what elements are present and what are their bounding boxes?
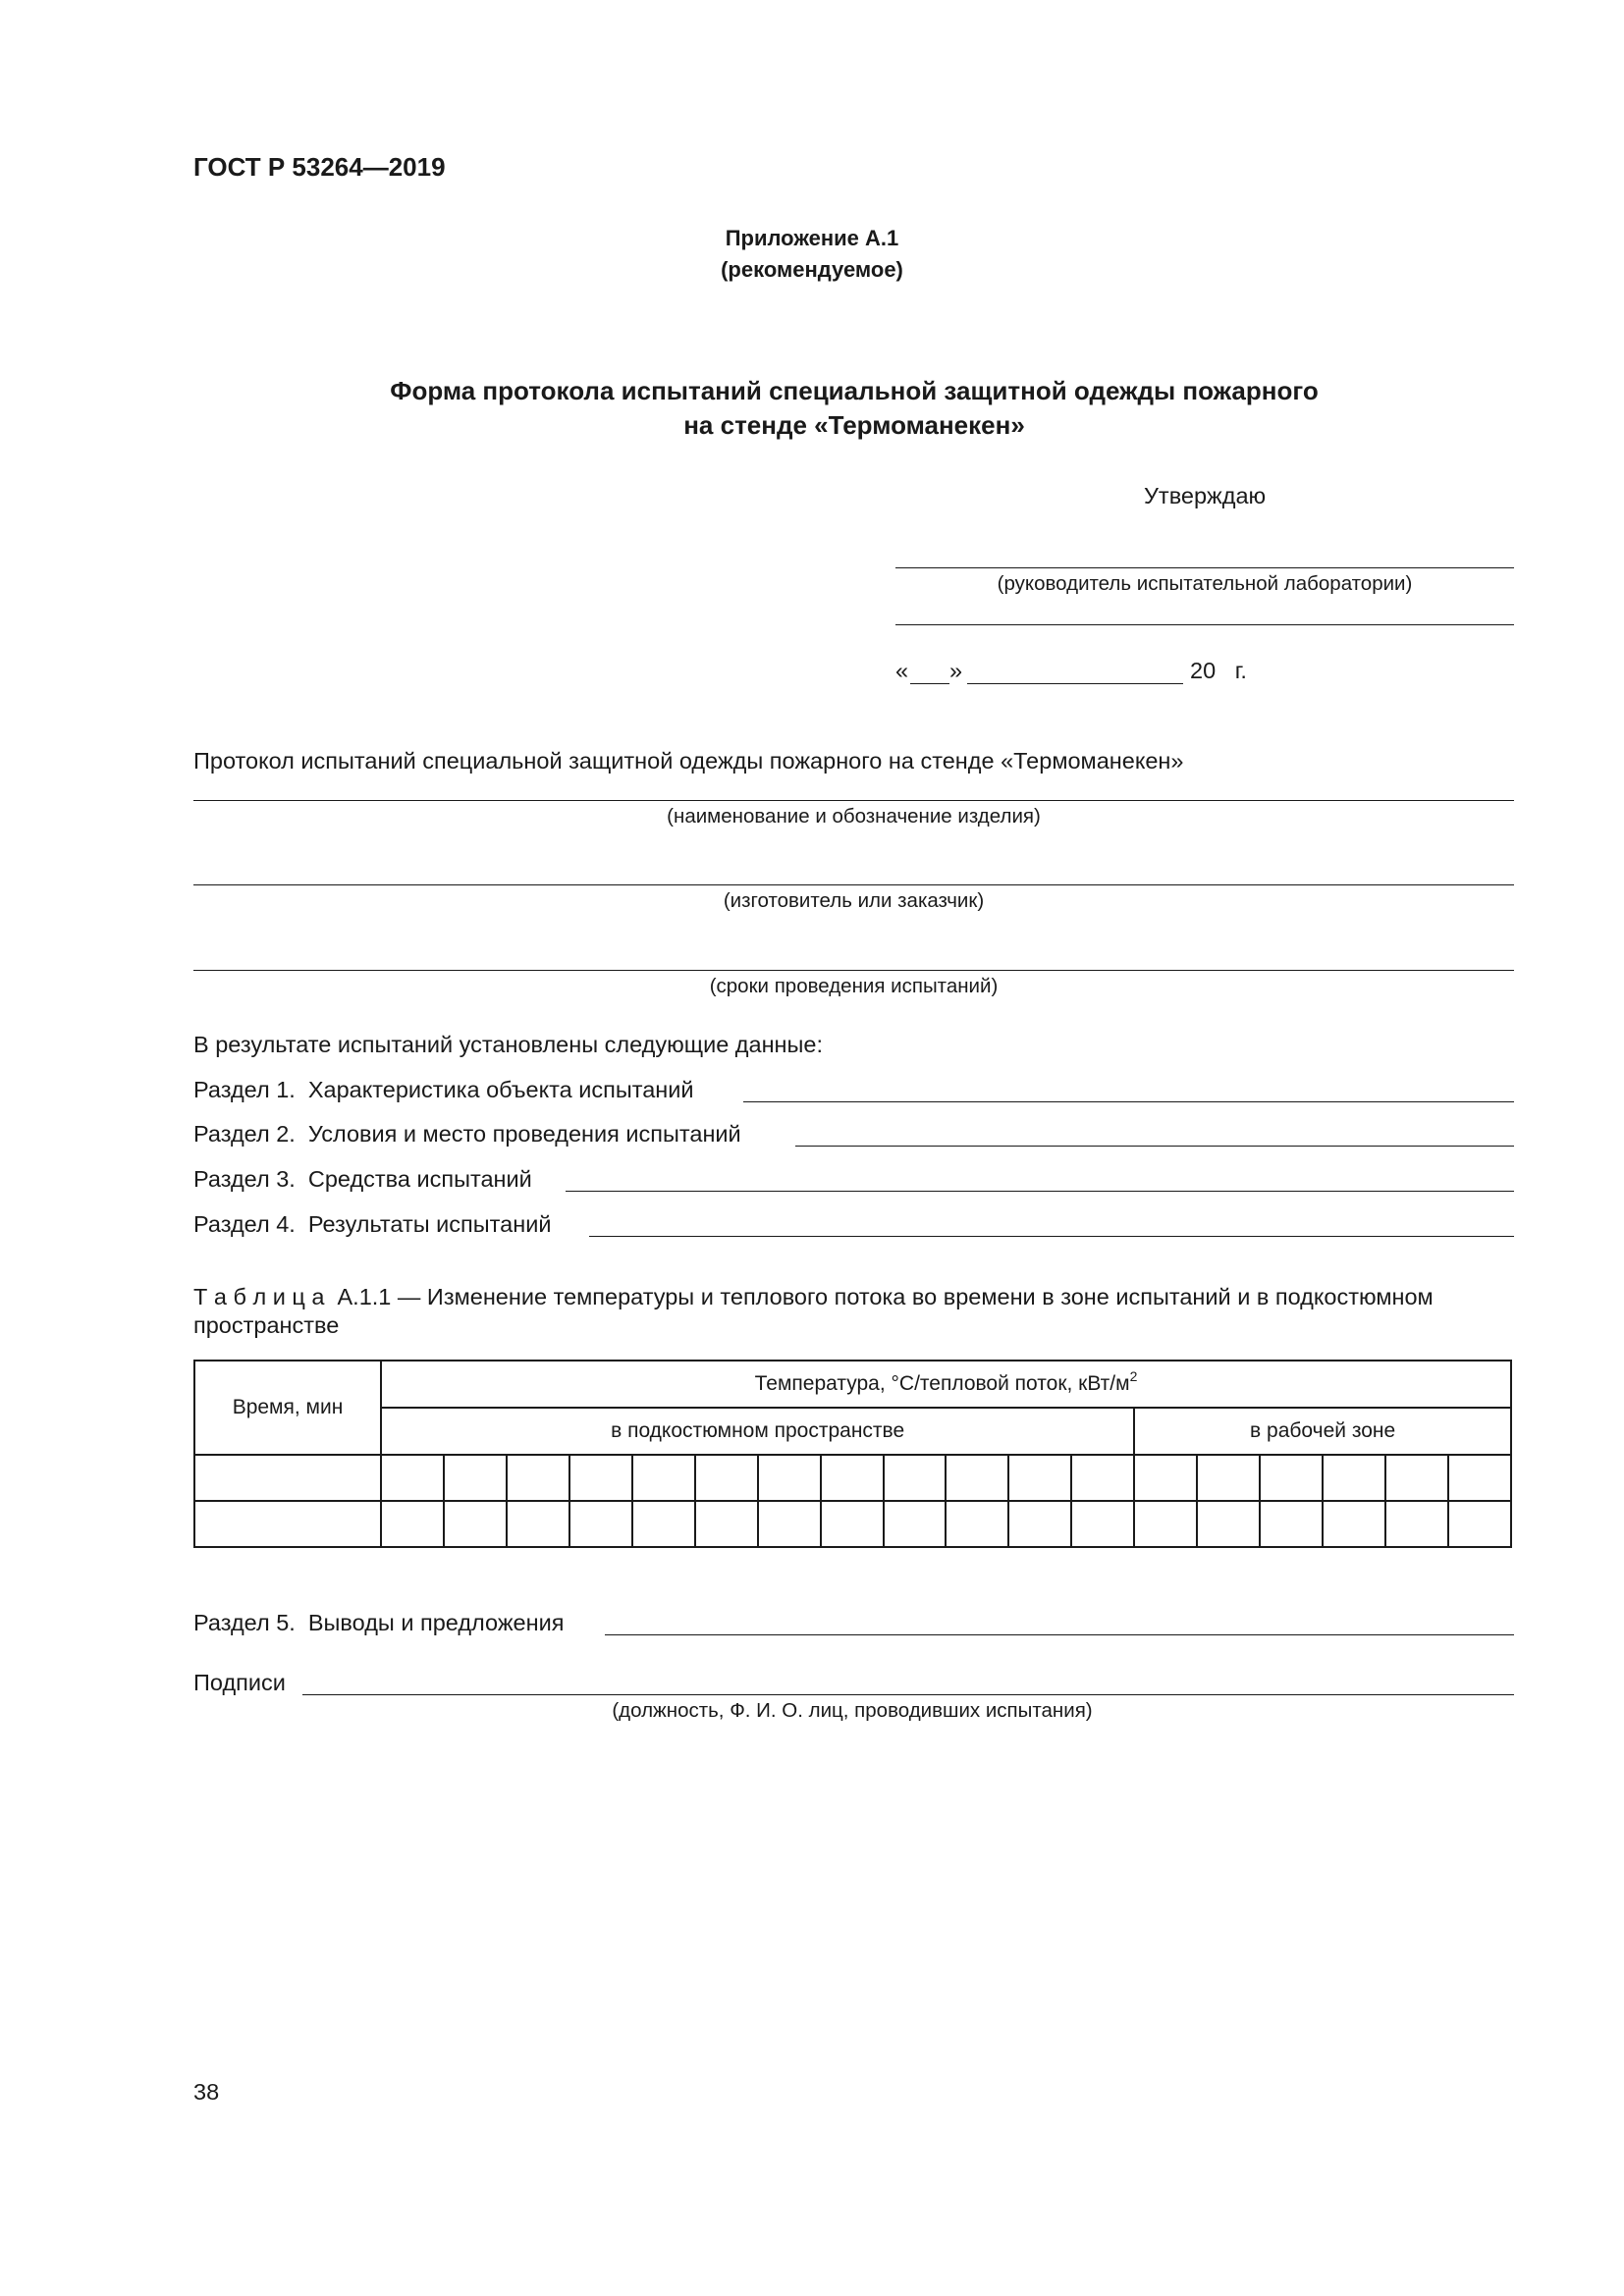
value-cell[interactable] [821,1455,884,1501]
section-4-line[interactable] [589,1236,1514,1237]
table-caption-prefix: Т а б л и ц а [193,1284,325,1309]
document-code: ГОСТ Р 53264—2019 [193,152,446,182]
date-close-quote: » [949,658,963,683]
dates-line[interactable] [193,970,1514,971]
table-caption-line2: пространстве [193,1312,340,1338]
table-row [194,1501,1511,1547]
value-cell[interactable] [884,1455,947,1501]
section-2-label: Раздел 2. Условия и место проведения испытаний [193,1121,741,1147]
col-main-header [381,1361,1511,1408]
page-number: 38 [193,2079,220,2105]
time-cell[interactable] [194,1501,381,1547]
section-4-label: Раздел 4. Результаты испытаний [193,1211,552,1237]
table-row [194,1455,1511,1501]
value-cell[interactable] [1323,1455,1385,1501]
table-subheader-row [194,1408,1511,1455]
annex-status: (рекомендуемое) [721,257,903,282]
date-year: 20 г. [1190,658,1247,683]
value-cell[interactable] [1071,1501,1134,1547]
head-signature-line[interactable] [895,567,1514,568]
section-2-line[interactable] [795,1146,1514,1147]
value-cell[interactable] [884,1501,947,1547]
value-cell[interactable] [1134,1501,1197,1547]
maker-caption: (изготовитель или заказчик) [723,889,985,912]
col-work-header: в рабочей зоне [1134,1408,1511,1455]
product-caption: (наименование и обозначение изделия) [667,805,1041,828]
value-cell[interactable] [946,1501,1008,1547]
date-open-quote: « [895,658,909,683]
section-1-line[interactable] [743,1101,1514,1102]
signatures-label: Подписи [193,1670,286,1695]
value-cell[interactable] [1385,1455,1448,1501]
value-cell[interactable] [444,1501,507,1547]
results-intro: В результате испытаний установлены следующие данные: [193,1032,824,1057]
table-caption-text: А.1.1 — Изменение температуры и теплового потока во времени в зоне испытаний и в подкостюмном [337,1284,1434,1309]
section-1-label: Раздел 1. Характеристика объекта испытаний [193,1077,694,1102]
signatures-line[interactable] [302,1694,1514,1695]
value-cell[interactable] [695,1501,758,1547]
value-cell[interactable] [569,1455,632,1501]
value-cell[interactable] [381,1501,444,1547]
protocol-heading: Протокол испытаний специальной защитной одежды пожарного на стенде «Термоманекен» [193,748,1184,774]
value-cell[interactable] [1260,1455,1323,1501]
value-cell[interactable] [1134,1455,1197,1501]
value-cell[interactable] [1197,1501,1260,1547]
approve-label: Утверждаю [1144,483,1267,508]
section-3-label: Раздел 3. Средства испытаний [193,1166,532,1192]
col-suit-header: в подкостюмном пространстве [381,1408,1134,1455]
value-cell[interactable] [695,1455,758,1501]
signatures-caption: (должность, Ф. И. О. лиц, проводивших испытания) [612,1699,1093,1722]
section-5-label: Раздел 5. Выводы и предложения [193,1610,565,1635]
value-cell[interactable] [507,1501,569,1547]
value-cell[interactable] [381,1455,444,1501]
head-name-line[interactable] [895,624,1514,625]
product-line[interactable] [193,800,1514,801]
col-main-header-sup: 2 [1129,1368,1138,1384]
value-cell[interactable] [758,1455,821,1501]
value-cell[interactable] [1008,1501,1071,1547]
value-cell[interactable] [1071,1455,1134,1501]
col-main-header-text: Температура, °С/тепловой поток, кВт/м [754,1372,1130,1395]
head-caption: (руководитель испытательной лаборатории) [997,572,1413,595]
section-5-line[interactable] [605,1634,1514,1635]
value-cell[interactable] [1008,1455,1071,1501]
date-month-line[interactable] [967,683,1183,684]
value-cell[interactable] [758,1501,821,1547]
value-cell[interactable] [569,1501,632,1547]
value-cell[interactable] [1448,1455,1511,1501]
form-title-line1: Форма протокола испытаний специальной защитной одежды пожарного [390,376,1319,405]
value-cell[interactable] [507,1455,569,1501]
value-cell[interactable] [632,1501,695,1547]
time-cell[interactable] [194,1455,381,1501]
value-cell[interactable] [1385,1501,1448,1547]
value-cell[interactable] [821,1501,884,1547]
section-3-line[interactable] [566,1191,1514,1192]
value-cell[interactable] [1260,1501,1323,1547]
temperature-table [193,1360,1512,1548]
table-caption [193,1284,1434,1310]
table-header-row [194,1361,1511,1408]
dates-caption: (сроки проведения испытаний) [709,975,999,997]
value-cell[interactable] [946,1455,1008,1501]
annex-title: Приложение А.1 [725,226,899,250]
form-title-line2: на стенде «Термоманекен» [683,410,1025,440]
value-cell[interactable] [444,1455,507,1501]
value-cell[interactable] [1448,1501,1511,1547]
value-cell[interactable] [632,1455,695,1501]
value-cell[interactable] [1197,1455,1260,1501]
col-time-header: Время, мин [194,1361,381,1455]
date-day-line[interactable] [910,683,949,684]
maker-line[interactable] [193,884,1514,885]
value-cell[interactable] [1323,1501,1385,1547]
